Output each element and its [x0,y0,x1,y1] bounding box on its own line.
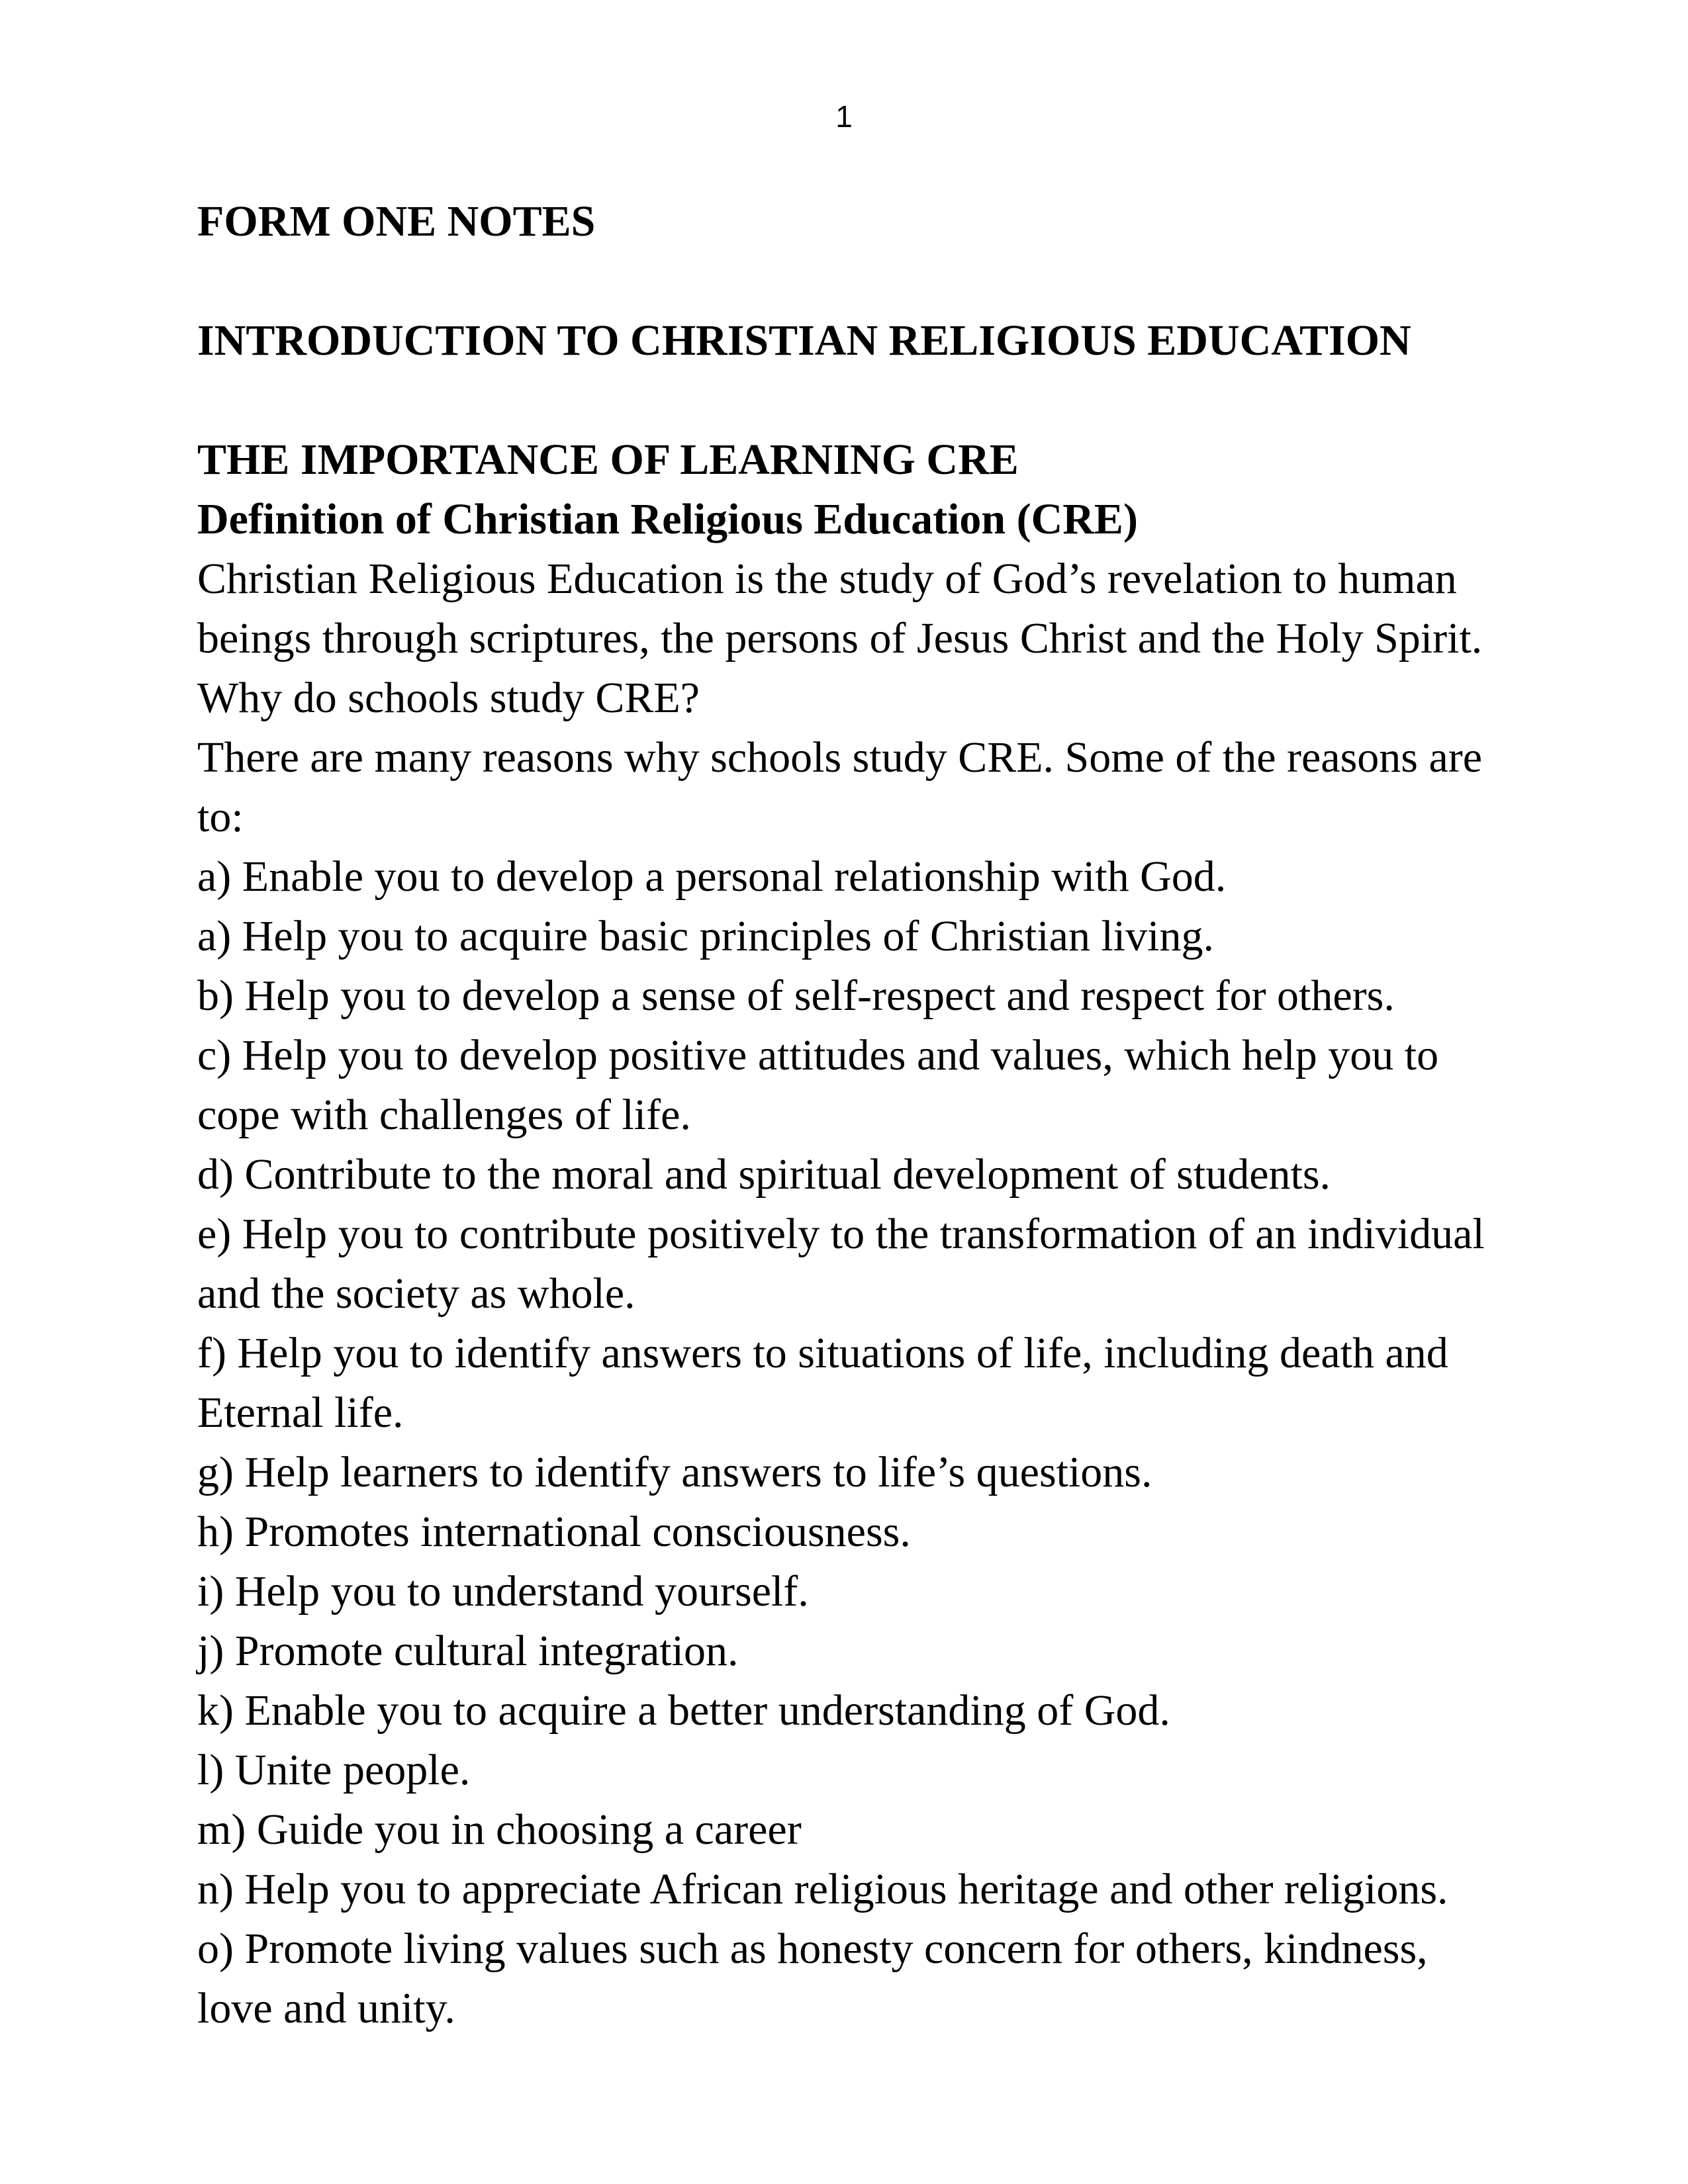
text-line: l) Unite people. [197,1746,471,1794]
text-line: o) Promote living values such as honesty concern for others, kindness, [197,1925,1428,1973]
text-line: and the society as whole. [197,1269,635,1318]
text-line: i) Help you to understand yourself. [197,1567,809,1615]
blank-line [197,251,1495,311]
text-line: a) Enable you to develop a personal relationship with God. [197,852,1227,901]
heading-line: FORM ONE NOTES [197,197,596,246]
text-line: to: [197,793,244,841]
text-line: Eternal life. [197,1388,404,1437]
text-line: beings through scriptures, the persons of Jesus Christ and the Holy Spirit. [197,614,1483,662]
heading-line: INTRODUCTION TO CHRISTIAN RELIGIOUS EDUCATION [197,316,1411,365]
text-line: f) Help you to identify answers to situations of life, including death and [197,1329,1448,1377]
text-line: k) Enable you to acquire a better understanding of God. [197,1686,1170,1735]
text-line: h) Promotes international consciousness. [197,1508,911,1556]
text-line: c) Help you to develop positive attitudes and values, which help you to [197,1031,1439,1079]
text-line: cope with challenges of life. [197,1091,691,1139]
text-line: d) Contribute to the moral and spiritual development of students. [197,1150,1331,1199]
page-number: 1 [835,99,853,134]
blank-line [197,371,1495,430]
heading-line: Definition of Christian Religious Education (CRE) [197,495,1138,543]
text-line: g) Help learners to identify answers to life’s questions. [197,1448,1152,1496]
text-line: n) Help you to appreciate African religious heritage and other religions. [197,1865,1448,1913]
text-line: There are many reasons why schools study CRE. Some of the reasons are [197,733,1483,782]
text-line: Christian Religious Education is the study of God’s revelation to human [197,555,1457,603]
text-line: Why do schools study CRE? [197,674,700,722]
document-body [197,192,1495,2038]
text-line: b) Help you to develop a sense of self-respect and respect for others. [197,972,1395,1020]
text-line: love and unity. [197,1984,455,2032]
text-line: e) Help you to contribute positively to the transformation of an individual [197,1210,1485,1258]
heading-line: THE IMPORTANCE OF LEARNING CRE [197,435,1019,484]
text-line: a) Help you to acquire basic principles of Christian living. [197,912,1214,960]
text-line: m) Guide you in choosing a career [197,1805,802,1854]
text-line: j) Promote cultural integration. [197,1627,739,1675]
